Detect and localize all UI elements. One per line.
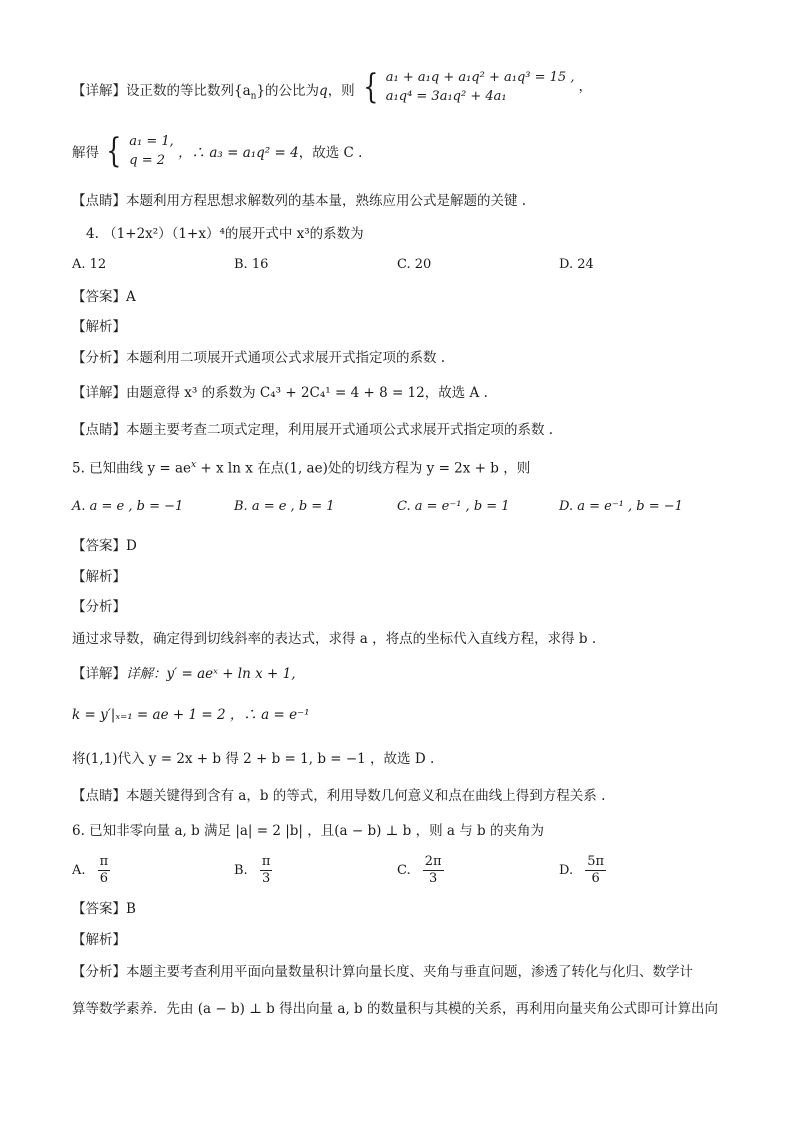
q6-stem: 6. 已知非零向量 a, b 满足 |a| = 2 |b| ，且(a − b) ⊥ b ，则 a 与 b 的夹角为 [72,823,544,839]
q3-comment [72,192,526,210]
q4-detail-text: 由题意得 x³ 的系数为 C₄³ + 2C₄¹ = 4 + 8 = 12 [126,385,425,401]
q5-detail-text: 详解：y′ = aeˣ + ln x + 1, [126,666,296,682]
q5-comment-text: 本题关键得到含有 a，b 的等式，利用导数几何意义和点在曲线上得到方程关系 . [126,788,606,804]
comment-tag: 【点睛】 [72,193,126,209]
q5-detail [72,665,296,683]
q5-stem-text2: + x ln x 在点(1, ae)处的切线方程为 y = 2x + b ，则 [196,460,531,477]
q6-option-a-fraction: $\frac{\pi}{6}$ [99,854,109,886]
q6-analysis-tag: 【解析】 [72,932,126,948]
q6-option-d-fraction: $\frac{5\pi}{6}$ [587,854,605,886]
q3-ratio-q: q [319,83,328,99]
q6-fenxi [72,963,693,981]
q5-analysis-tag: 【解析】 [72,569,126,585]
q3-eq2: a₁q⁴ = 3a₁q² + 4a₁ [385,89,507,104]
q3-detail-text2: }的公比为 [256,83,320,99]
q5-option-c: C. a = e⁻¹ , b = 1 [397,499,510,514]
q4-option-b: B. 16 [234,257,269,272]
fenxi-tag: 【分析】 [72,964,126,980]
comment-tag: 【点睛】 [72,422,126,438]
q3-detail-text: 设正数的等比数列{a [126,83,251,99]
q3-sol2: q = 2 [129,153,165,168]
q4-comment [72,421,553,439]
q6-option-b-label: B. [234,863,248,878]
q5-comment [72,787,605,805]
q5-stem-text: 5. 已知曲线 y = ae [72,460,192,477]
q3-sol-end: ，故选 C . [298,145,363,161]
q4-answer [72,288,136,306]
q6-answer [72,900,136,918]
q4-detail-end: ，故选 A . [424,385,488,401]
q5-stem-sup: x [191,460,197,470]
q6-option-c-label: C. [397,863,411,878]
q5-option-a: A. a = e , b = −1 [72,499,184,514]
q4-analysis-tag: 【解析】 [72,319,126,335]
q3-detail-then: ，则 [327,83,355,99]
q3-solve-label: 解得 [72,145,99,161]
q6-option-d [559,854,606,887]
q3-comment-text: 本题利用方程思想求解数列的基本量，熟练应用公式是解题的关键 . [126,193,527,209]
q6-option-a [72,854,110,887]
q5-fenxi-tag-line [72,598,126,616]
q6-option-a-label: A. [72,863,86,878]
q6-answer-value: B [126,901,136,917]
q4-fenxi [72,349,445,367]
q4-detail [72,384,488,402]
q5-detail-line2: k = y′|ₓ₌₁ = ae + 1 = 2 ，∴ a = e⁻¹ [72,707,310,723]
q3-sol-result: ，∴ a₃ = a₁q² = 4 [178,145,299,161]
comment-tag: 【点睛】 [72,788,126,804]
detail-tag: 【详解】 [72,666,126,682]
answer-tag: 【答案】 [72,289,126,305]
q5-stem [72,456,530,478]
q3-detail-line: 【详解】设正数的等比数列$\{a_n\}$的公比为q，则 [72,83,355,102]
answer-tag: 【答案】 [72,901,126,917]
q4-answer-value: A [126,289,136,305]
detail-tag: 【详解】 [72,385,126,401]
fenxi-tag: 【分析】 [72,599,126,615]
q4-stem [86,225,364,243]
answer-tag: 【答案】 [72,538,126,554]
detail-tag: 【详解】 [72,83,126,99]
q6-option-c [397,854,444,887]
q3-sol1: a₁ = 1, [129,134,174,149]
q6-option-b-fraction: $\frac{\pi}{3}$ [261,854,271,886]
q3-eq1: a₁ + a₁q + a₁q² + a₁q³ = 15 , [385,70,575,85]
q5-fenxi-text: 通过求导数，确定得到切线斜率的表达式，求得 a ，将点的坐标代入直线方程，求得 b . [72,631,597,647]
q3-solve-line: 解得 { a₁ = 1, q = 2 ，∴ a₃ = a₁q² = 4，故选 C . [72,131,363,171]
q5-option-b: B. a = e , b = 1 [234,499,335,514]
q6-fenxi-text: 本题主要考查利用平面向量数量积计算向量长度、夹角与垂直问题，渗透了转化与化归、数学计 [126,964,693,980]
q4-option-d: D. 24 [559,257,594,272]
q3-after-sys: ， [578,79,592,95]
q6-option-c-fraction: $\frac{2\pi}{3}$ [424,854,442,886]
q5-option-d: D. a = e⁻¹ , b = −1 [559,499,683,514]
q4-fenxi-text: 本题利用二项展开式通项公式求展开式指定项的系数 . [126,350,446,366]
q6-fenxi-line2: 算等数学素养．先由 (a − b) ⊥ b 得出向量 a, b 的数量积与其模的关系，再利用向量夹角公式即可计算出向 [72,1001,718,1017]
fenxi-tag: 【分析】 [72,350,126,366]
q5-answer [72,537,137,555]
q4-comment-text: 本题主要考查二项式定理，利用展开式通项公式求展开式指定项的系数 . [126,422,554,438]
q6-option-d-label: D. [559,863,574,878]
q3-system: { a₁ + a₁q + a₁q² + a₁q³ = 15 , a₁q⁴ = 3a₁q² + 4a₁ ， [363,67,592,107]
q4-option-c: C. 20 [397,257,432,272]
q4-option-a: A. 12 [72,257,107,272]
q5-detail-line3: 将(1,1)代入 y = 2x + b 得 2 + b = 1, b = −1 ，故选 D . [72,751,435,767]
q4-stem-text: 4. （1+2x²）（1+x）⁴的展开式中 x³的系数为 [86,226,364,242]
q6-option-b [234,854,272,887]
q5-answer-value: D [126,538,137,554]
